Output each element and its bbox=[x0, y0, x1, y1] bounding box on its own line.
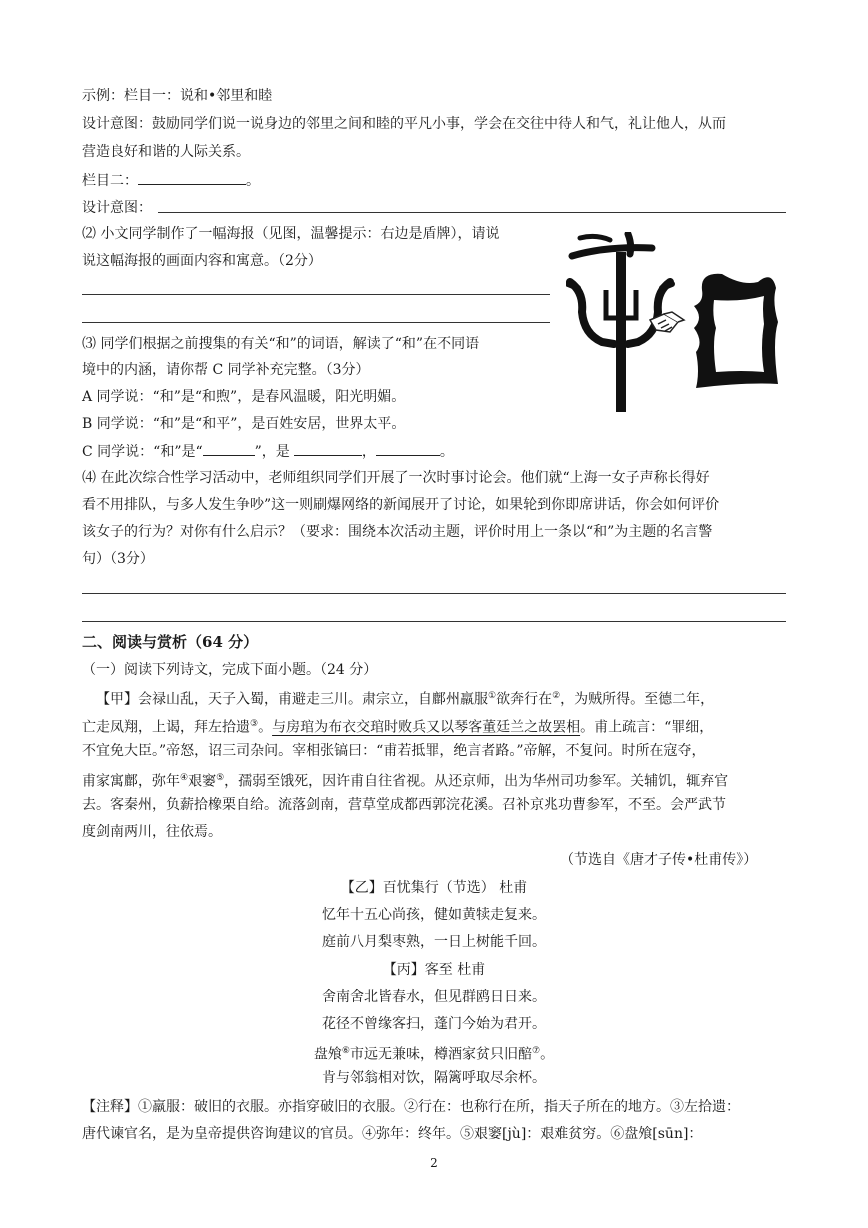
yi-line1: 忆年十五心尚孩，健如黄犊走复来。 bbox=[322, 907, 546, 923]
jia-l4c: ，孺弱至饿死，因许甫自往省视。从还京师，出为华州司功参军。关辅饥，辄弃官 bbox=[224, 773, 729, 790]
q3-c-meaning-blank-1[interactable] bbox=[294, 441, 362, 456]
q4-answer-line-2[interactable] bbox=[82, 621, 786, 622]
jia-l4b: 艰窭 bbox=[188, 773, 217, 790]
q3-c-end: 。 bbox=[439, 444, 454, 460]
jia-line3: 不宜免大臣。”帝怒，诏三司杂问。宰相张镐曰：“甫若抵罪，绝言者路。”帝解，不复问。时所在寇夺， bbox=[82, 743, 706, 759]
intent2-label: 设计意图： bbox=[82, 200, 152, 216]
yi-title: 【乙】百忧集行（节选） 杜甫 bbox=[340, 880, 528, 896]
q2-answer-line-2[interactable] bbox=[82, 322, 550, 323]
notes-line1: 【注释】①羸服：破旧的衣服。亦指穿破旧的衣服。②行在：也称行在所，指天子所在的地方。③左拾遗： bbox=[82, 1099, 740, 1115]
q2-answer-line-1[interactable] bbox=[82, 294, 550, 295]
note-ref-2: ② bbox=[552, 691, 561, 701]
q3-student-c: C 同学说：“和”是“ ”，是 ， 。 bbox=[82, 441, 454, 462]
q3-c-meaning-blank-2[interactable] bbox=[376, 441, 440, 456]
jia-underlined-sentence: 与房琯为布衣交琯时败兵又以琴客董廷兰之故罢相 bbox=[272, 719, 581, 736]
bing-line1: 舍南舍北皆春水，但见群鸥日日来。 bbox=[322, 989, 546, 1005]
q3-line1: ⑶ 同学们根据之前搜集的有关“和”的词语，解读了“和”在不同语 bbox=[82, 336, 480, 352]
q4-line1: ⑷ 在此次综合性学习活动中，老师组织同学们开展了一次时事讨论会。他们就“上海一女子声称长得好 bbox=[82, 470, 710, 486]
column2-end: 。 bbox=[246, 173, 260, 189]
column2-label: 栏目二： bbox=[82, 173, 138, 189]
page-number: 2 bbox=[430, 1156, 438, 1170]
jia-source: （节选自《唐才子传•杜甫传》） bbox=[560, 852, 758, 868]
intent2-answer-line[interactable] bbox=[158, 212, 786, 213]
q2-line2: 说这幅海报的画面内容和寓意。（2分） bbox=[82, 253, 322, 269]
bing-l3b: 市远无兼味，樽酒家贫只旧醅 bbox=[350, 1046, 532, 1063]
q3-c-middle: ”，是 bbox=[254, 444, 290, 460]
column2-line bbox=[82, 170, 260, 191]
jia-line2 bbox=[82, 714, 713, 738]
note-ref-3: ③ bbox=[250, 719, 259, 729]
column2-answer-blank[interactable] bbox=[138, 170, 246, 185]
q4-line3: 该女子的行为？对你有什么启示？（要求：围绕本次活动主题，评价时用上一条以“和”为主题的名言警 bbox=[82, 524, 713, 540]
intent1-line-b: 营造良好和谐的人际关系。 bbox=[82, 144, 250, 160]
note-ref-4: ④ bbox=[180, 773, 189, 783]
example-line: 示例：栏目一：说和•邻里和睦 bbox=[82, 88, 273, 104]
jia-line5: 去。客秦州，负薪拾橡栗自给。流落剑南，营草堂成都西郭浣花溪。召补京兆功曹参军，不至。会严武节 bbox=[82, 797, 726, 813]
bing-line2: 花径不曾缘客扫，蓬门今始为君开。 bbox=[322, 1016, 546, 1032]
jia-l1a: 【甲】会禄山乱，天子入蜀，甫避走三川。肃宗立，自鄜州羸服 bbox=[96, 691, 488, 708]
note-ref-7: ⑦ bbox=[532, 1046, 541, 1056]
jia-line6: 度剑南两川，往依焉。 bbox=[82, 824, 222, 840]
yi-line2: 庭前八月梨枣熟，一日上树能千回。 bbox=[322, 934, 546, 950]
jia-l2b: 。 bbox=[258, 719, 273, 736]
q4-line4: 句）（3分） bbox=[82, 551, 154, 567]
jia-l2c: 。甫上疏言：“罪细， bbox=[580, 719, 714, 736]
bing-l3c: 。 bbox=[540, 1046, 555, 1063]
note-ref-1: ① bbox=[488, 691, 497, 701]
shield-icon bbox=[694, 274, 778, 388]
jia-line1 bbox=[96, 686, 714, 710]
bing-line3 bbox=[0, 1041, 868, 1065]
jia-l1c: ，为贼所得。至德二年， bbox=[560, 691, 715, 708]
bing-line4: 肯与邻翁相对饮，隔篱呼取尽余杯。 bbox=[322, 1070, 546, 1086]
q3-student-b: B 同学说：“和”是“和平”，是百姓安居，世界太平。 bbox=[82, 416, 406, 432]
poster-image bbox=[566, 232, 782, 418]
q3-c-prefix: C 同学说：“和”是“ bbox=[82, 444, 203, 460]
q3-line2: 境中的内涵，请你帮 C 同学补充完整。（3分） bbox=[82, 362, 370, 378]
bing-l3a: 盘飧 bbox=[313, 1046, 342, 1063]
section2-title: 二、阅读与赏析（64 分） bbox=[82, 633, 259, 651]
jia-l2a: 亡走凤翔，上谒，拜左拾遗 bbox=[82, 719, 250, 736]
q3-student-a: A 同学说：“和”是“和煦”，是春风温暖，阳光明媚。 bbox=[82, 389, 406, 405]
q4-line2: 看不用排队，与多人发生争吵”这一则刷爆网络的新闻展开了讨论，如果轮到你即席讲话，你会如何评价 bbox=[82, 497, 720, 513]
q4-answer-line-1[interactable] bbox=[82, 593, 786, 594]
jia-line4 bbox=[82, 768, 728, 792]
jia-l1b: 欲奔行在 bbox=[496, 691, 553, 708]
q2-line1: ⑵ 小文同学制作了一幅海报（见图，温馨提示：右边是盾牌），请说 bbox=[82, 226, 500, 242]
note-ref-5: ⑤ bbox=[216, 773, 225, 783]
note-ref-6: ⑥ bbox=[341, 1046, 350, 1056]
jia-l4a: 甫家寓鄜，弥年 bbox=[82, 773, 180, 790]
intent1-line-a: 设计意图：鼓励同学们说一说身边的邻里之间和睦的平凡小事，学会在交往中待人和气，礼让他人，从而 bbox=[82, 116, 726, 132]
section2-subtitle: （一）阅读下列诗文，完成下面小题。（24 分） bbox=[82, 662, 378, 678]
q3-c-word-blank[interactable] bbox=[203, 441, 255, 456]
bing-title: 【丙】客至 杜甫 bbox=[382, 962, 486, 978]
notes-line2: 唐代谏官名，是为皇帝提供咨询建议的官员。④弥年：终年。⑤艰窭[jù]：艰难贫穷。⑥盘飧[sūn]： bbox=[82, 1126, 703, 1142]
